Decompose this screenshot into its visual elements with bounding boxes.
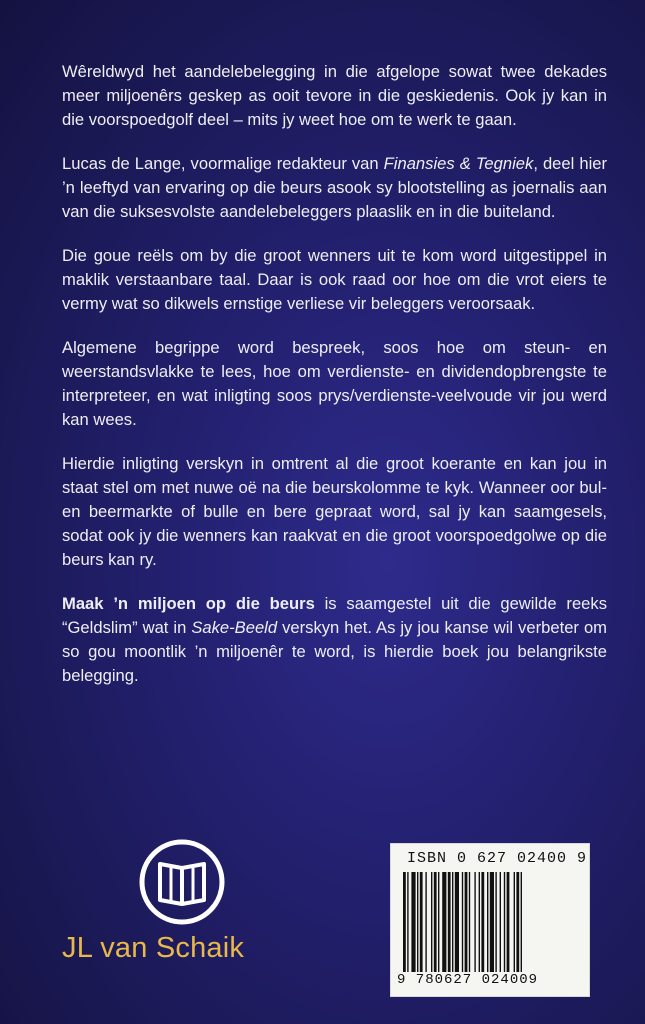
- paragraph-3-text: Die goue reëls om by die groot wenners uit te kom word uitgestippel in maklik verstaanbare taal. Daar is ook raad oor hoe om die vrot eiers te vermy wat so dikwels ernstige verliese vir beleggers veroorsaak.: [62, 246, 607, 313]
- isbn-text: ISBN 0 627 02400 9: [407, 850, 588, 867]
- paragraph-5: [62, 452, 607, 572]
- paragraph-6-text: is saamgestel uit die gewilde reeks “Geldslim” wat in: [62, 594, 607, 637]
- paragraph-4-text: Algemene begrippe word bespreek, soos hoe om steun- en weerstandsvlakke te lees, hoe om verdienste- en dividendopbrengste te interpreteer, en wat inligting soos prys/verdienste-veelvoude vir jou werd kan wees.: [62, 338, 607, 429]
- paragraph-6: [62, 592, 607, 688]
- paragraph-6-text-end: verskyn het. As jy jou kanse wil verbeter om so gou moontlik ’n miljoenêr te word, is hierdie boek jou belangrikste belegging.: [62, 618, 607, 685]
- paragraph-1-text: Wêreldwyd het aandelebelegging in die afgelope sowat twee dekades meer miljoenêrs geskep as ooit tevore in die geskiedenis. Ook jy kan in die voorspoedgolf deel – mits jy weet hoe om te werk te gaan.: [62, 62, 607, 129]
- ean-number: 9 780627 024009: [397, 972, 539, 988]
- paragraph-1: [62, 60, 607, 132]
- paragraph-3: [62, 244, 607, 316]
- paragraph-4: [62, 336, 607, 432]
- paragraph-5-text: Hierdie inligting verskyn in omtrent al die groot koerante en kan jou in staat stel om met nuwe oë na die beurskolomme te kyk. Wanneer oor bul- en beermarkte of bulle en bere gepraat word, sal jy kan saamgesels, sodat ook jy die wenners kan raakvat en die groot voorspoedgolwe op die beurs kan ry.: [62, 454, 607, 569]
- magazine-title: Finansies & Tegniek: [383, 154, 534, 173]
- book-title: Maak ’n miljoen op die beurs: [62, 594, 315, 613]
- paragraph-2: [62, 152, 607, 224]
- newspaper-title: Sake-Beeld: [191, 618, 278, 637]
- open-book-circle-logo-icon: [138, 838, 226, 926]
- paragraph-2-text: Lucas de Lange, voormalige redakteur van: [62, 154, 384, 173]
- paragraph-2-text-end: , deel hier ’n leeftyd van ervaring op die beurs asook sy blootstelling as joernalis aan van die suksesvolste aandelebeleggers plaaslik en in die buiteland.: [62, 154, 608, 221]
- blurb-text: [62, 60, 607, 708]
- barcode-label: [390, 843, 590, 997]
- publisher-name: JL van Schaik: [62, 932, 245, 964]
- barcode-bars: [401, 872, 579, 972]
